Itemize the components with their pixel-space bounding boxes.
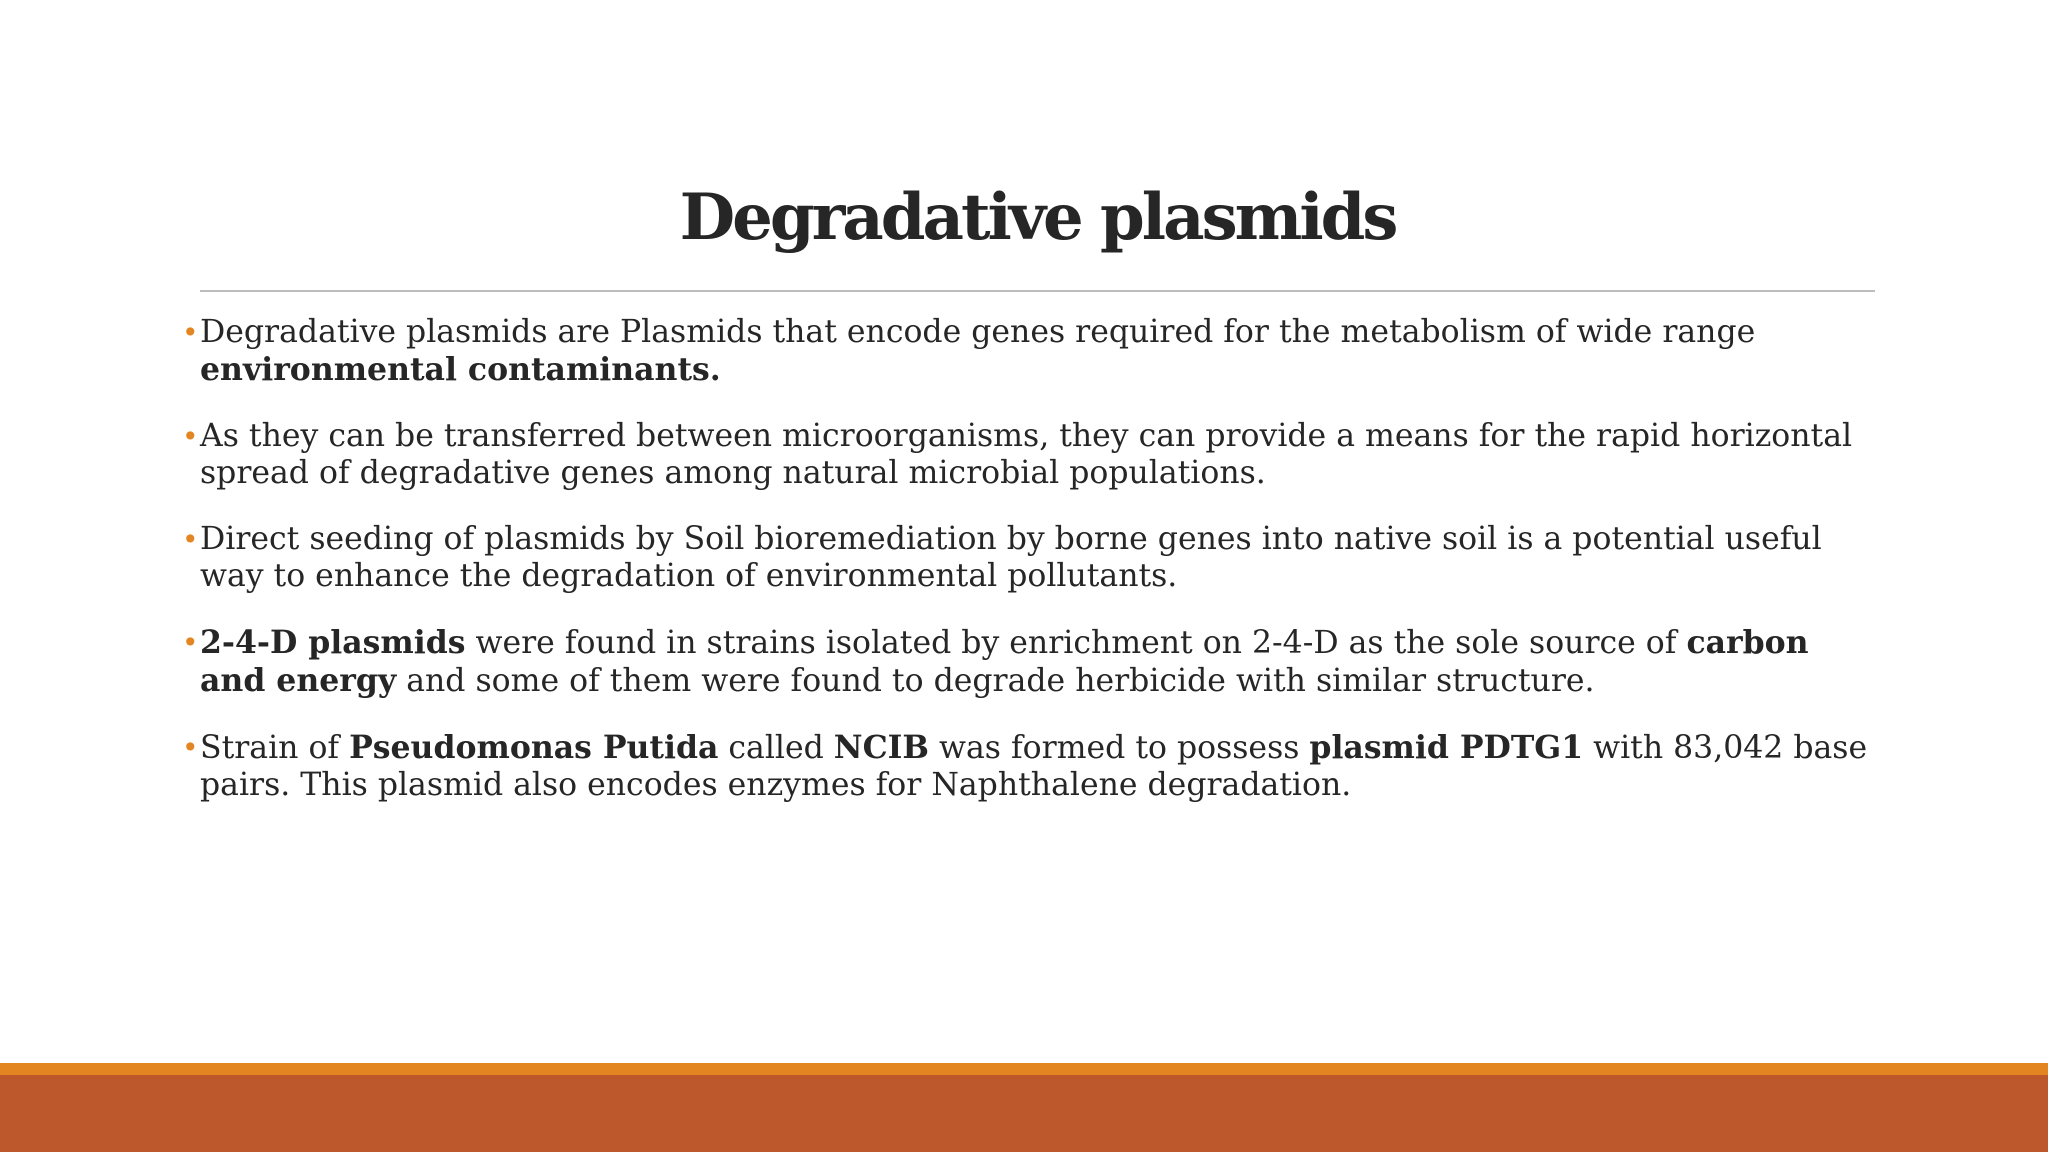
bullet-text-bold: 2-4-D plasmids: [200, 624, 466, 661]
bullet-list: [182, 314, 1882, 833]
bullet-item: [182, 314, 1882, 389]
slide-title: Degradative plasmids: [679, 180, 1396, 255]
bullet-text-bold: NCIB: [833, 729, 930, 766]
bullet-text: As they can be transferred between microorganisms, they can provide a means for the rapid horizontal spread of degradative genes among natural microbial populations.: [200, 418, 1853, 491]
bullet-text: was formed to possess: [929, 730, 1310, 766]
bullet-dot-icon: •: [182, 626, 199, 659]
bullet-text: Strain of: [200, 730, 350, 766]
bullet-dot-icon: •: [182, 316, 199, 349]
footer-accent-stripe: [0, 1063, 2048, 1075]
bullet-item: [182, 521, 1882, 595]
bullet-text: with 83,042 base pairs. This plasmid also encodes enzymes for Naphthalene degradation.: [200, 730, 1868, 803]
bullet-text: Direct seeding of plasmids by Soil bioremediation by borne genes into native soil is a potential useful way to enhance the degradation of environmental pollutants.: [200, 521, 1822, 594]
bullet-text: Degradative plasmids are Plasmids that encode genes required for the metabolism of wide range: [200, 314, 1756, 350]
footer-band: [0, 1075, 2048, 1152]
bullet-item: [182, 729, 1882, 804]
title-divider: [200, 290, 1875, 292]
bullet-dot-icon: •: [182, 523, 199, 556]
bullet-text: and some of them were found to degrade herbicide with similar structure.: [396, 663, 1595, 699]
bullet-text-bold: Pseudomonas Putida: [349, 729, 719, 766]
bullet-dot-icon: •: [182, 420, 199, 453]
bullet-text-bold: carbon and energy: [200, 624, 1809, 699]
bullet-text: called: [718, 730, 834, 766]
bullet-text: were found in strains isolated by enrichment on 2-4-D as the sole source of: [465, 625, 1687, 661]
bullet-dot-icon: •: [182, 731, 199, 764]
bullet-text-bold: plasmid PDTG1: [1309, 729, 1584, 766]
bullet-text-bold: environmental contaminants.: [200, 351, 721, 388]
bullet-item: [182, 418, 1882, 492]
bullet-item: [182, 624, 1882, 700]
